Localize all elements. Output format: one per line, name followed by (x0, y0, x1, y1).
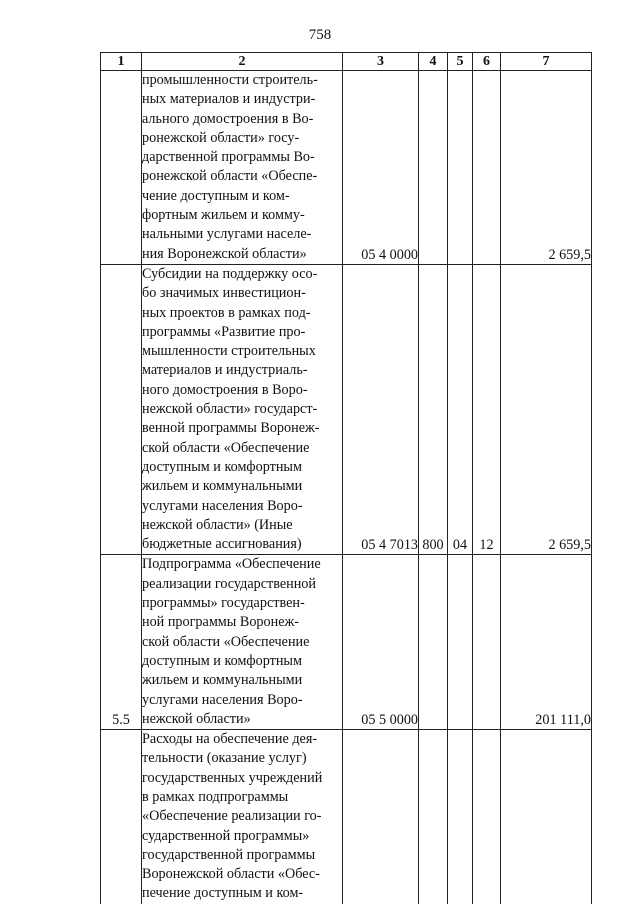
amount: 201 111,0 (501, 555, 592, 730)
row-number (101, 730, 142, 904)
header-row (101, 53, 592, 71)
description-line: промышленности строитель- (142, 72, 318, 88)
column-header-3: 3 (343, 53, 419, 71)
description-line: программы «Развитие про- (142, 323, 306, 340)
table-row (101, 555, 592, 730)
table-row (101, 71, 592, 265)
description-line: сударственной программы» (142, 827, 310, 844)
section-code (448, 555, 473, 730)
description-line: государственных учреждений (142, 769, 323, 786)
description-line: жильем и коммунальными (142, 478, 303, 495)
description-line: ального домостроения в Во- (142, 110, 314, 127)
description-line: фортным жильем и комму- (142, 207, 305, 224)
row-number (101, 264, 142, 554)
row-number (101, 71, 142, 265)
description-line: нежской области» (Иные (142, 516, 293, 533)
description-line: программы» государствен- (142, 595, 305, 612)
description-line: материалов и индустриаль- (142, 362, 308, 379)
description-line: услугами населения Воро- (142, 497, 303, 514)
description-line: ных проектов в рамках под- (142, 304, 311, 321)
section-code (448, 71, 473, 265)
budget-code: 05 5 0000 (343, 555, 419, 730)
column-header-6: 6 (473, 53, 501, 71)
description-line: бюджетные ассигнования) (142, 536, 302, 553)
description-line: дарственной программы Во- (142, 149, 315, 166)
description-line: печение доступным и ком- (142, 885, 304, 902)
subsection-code (473, 71, 501, 265)
description-line: ской области «Обеспечение (142, 439, 310, 456)
description-line: ской области «Обеспечение (142, 633, 310, 650)
expense-type (419, 555, 448, 730)
description-line: нежской области» (142, 710, 251, 727)
column-header-1: 1 (101, 53, 142, 71)
subsection-code: 12 (473, 264, 501, 554)
row-description (142, 264, 343, 554)
page-number: 758 (308, 27, 332, 43)
description-line: услугами населения Воро- (142, 691, 303, 708)
column-header-2: 2 (142, 53, 343, 71)
row-description (142, 730, 343, 904)
description-line: доступным и комфортным (142, 652, 302, 669)
budget-code: 05 4 7013 (343, 264, 419, 554)
table-row (101, 730, 592, 904)
row-number: 5.5 (101, 555, 142, 730)
description-line: чение доступным и ком- (142, 187, 290, 204)
expense-type: 800 (419, 264, 448, 554)
row-description (142, 555, 343, 730)
table-row (101, 264, 592, 554)
description-line: ных материалов и индустри- (142, 91, 316, 108)
expense-type (419, 71, 448, 265)
column-header-4: 4 (419, 53, 448, 71)
subsection-code (473, 730, 501, 904)
section-code (448, 730, 473, 904)
description-line: в рамках подпрограммы (142, 788, 289, 805)
description-line: реализации государственной (142, 575, 316, 592)
row-description (142, 71, 343, 265)
amount: 2 659,5 (501, 71, 592, 265)
description-line: ронежской области» госу- (142, 129, 300, 146)
description-line: ния Воронежской области» (142, 245, 307, 262)
budget-table (100, 52, 592, 904)
section-code: 04 (448, 264, 473, 554)
description-line: ного домостроения в Воро- (142, 381, 308, 398)
description-line: доступным и комфортным (142, 458, 302, 475)
description-line: венной программы Воронеж- (142, 420, 320, 437)
budget-code: 05 4 0000 (343, 71, 419, 265)
description-line: ронежской области «Обеспе- (142, 168, 318, 185)
description-line: бо значимых инвестицион- (142, 285, 306, 302)
description-line: нальными услугами населе- (142, 226, 312, 243)
expense-type (419, 730, 448, 904)
description-line: «Обеспечение реализации го- (142, 808, 322, 825)
description-line: Расходы на обеспечение дея- (142, 731, 318, 748)
description-line: ной программы Воронеж- (142, 614, 300, 631)
description-line: жильем и коммунальными (142, 672, 303, 689)
description-line: тельности (оказание услуг) (142, 750, 307, 767)
column-header-5: 5 (448, 53, 473, 71)
description-line: Субсидии на поддержку осо- (142, 265, 318, 282)
description-line: Воронежской области «Обес- (142, 866, 320, 883)
amount (501, 730, 592, 904)
description-line: нежской области» государст- (142, 401, 318, 418)
column-header-7: 7 (501, 53, 592, 71)
description-line: Подпрограмма «Обеспечение (142, 556, 321, 573)
subsection-code (473, 555, 501, 730)
budget-code (343, 730, 419, 904)
description-line: мышленности строительных (142, 343, 316, 360)
amount: 2 659,5 (501, 264, 592, 554)
description-line: государственной программы (142, 846, 316, 863)
